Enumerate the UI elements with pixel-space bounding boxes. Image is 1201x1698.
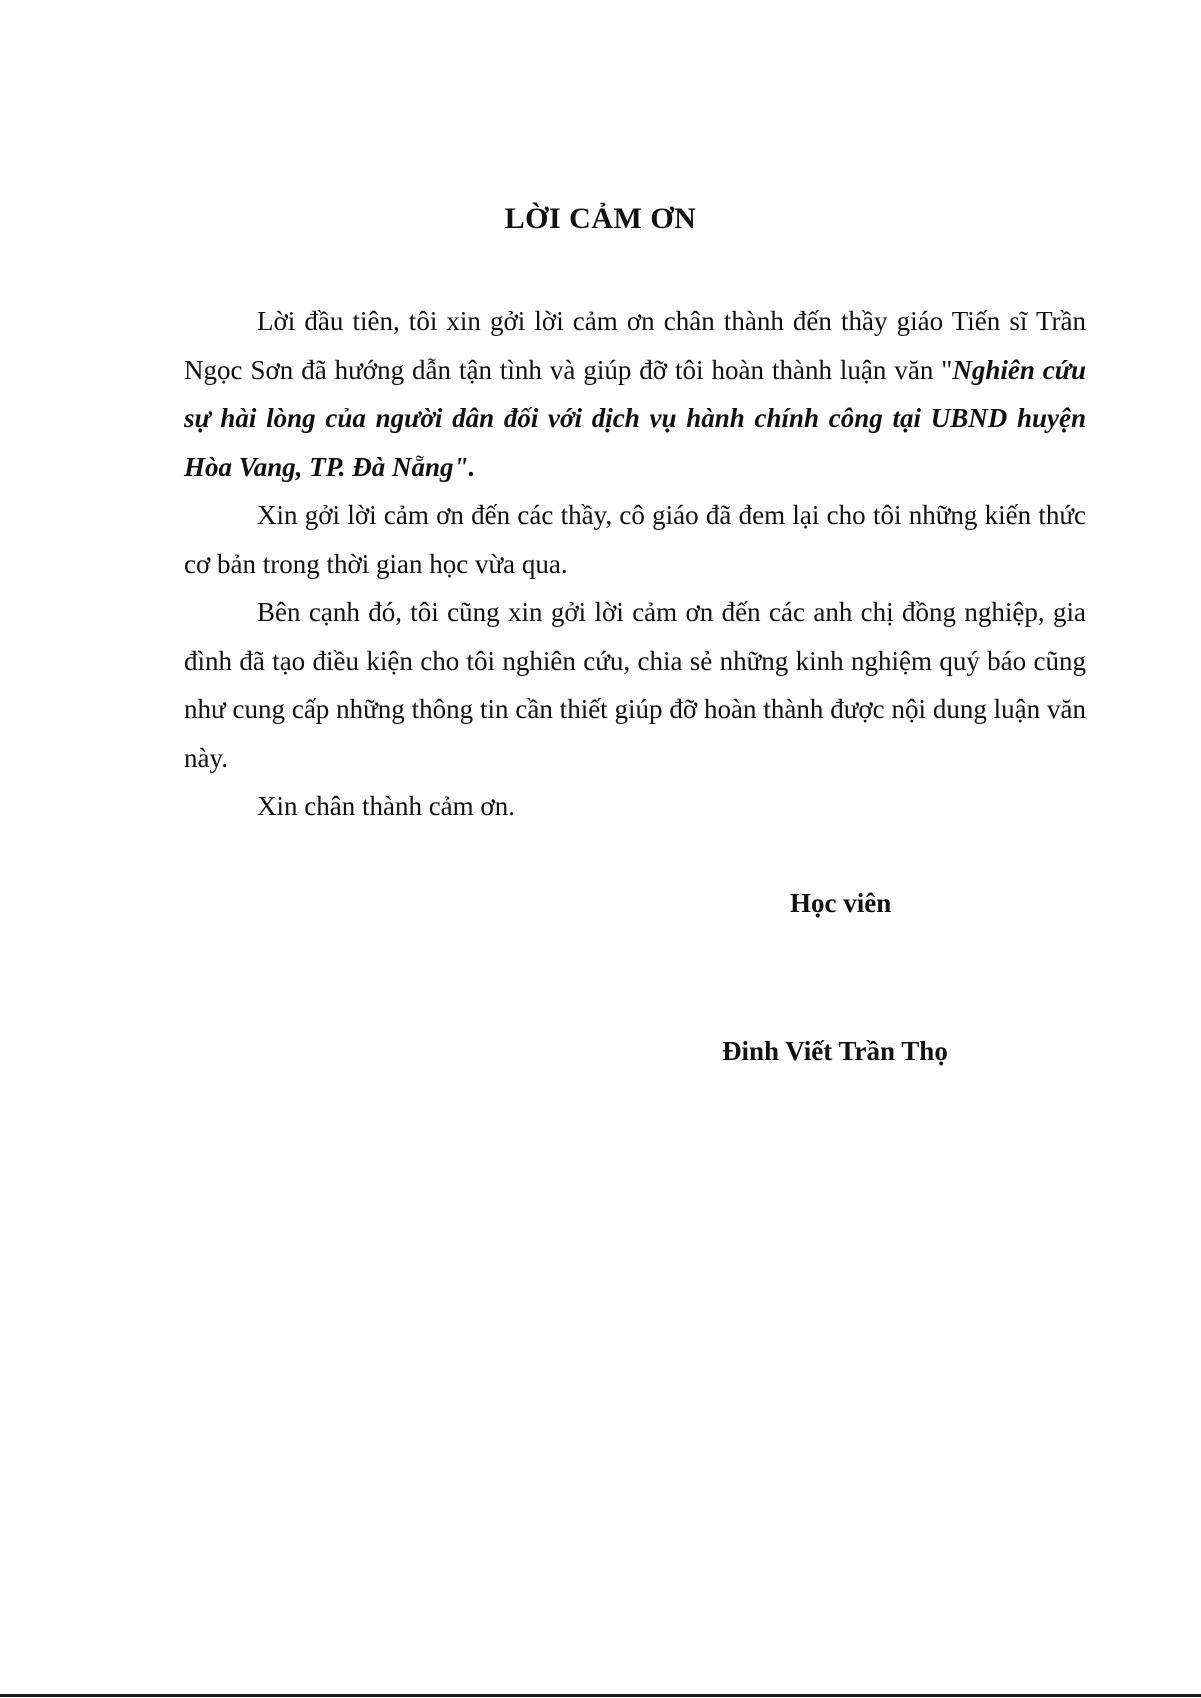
- page-title: LỜI CẢM ƠN: [504, 202, 697, 235]
- paragraph-4: Xin chân thành cảm ơn.: [257, 791, 515, 821]
- bottom-divider: [0, 1694, 1201, 1697]
- paragraph-1-text: Lời đầu tiên, tôi xin gởi lời cảm ơn chân thành đến thầy giáo Tiến sĩ Trần Ngọc Sơn đã hướng dẫn tận tình và giúp đỡ tôi hoàn thành luận văn ": [184, 306, 1086, 385]
- paragraph-1: [184, 297, 1086, 491]
- paragraph-3: Bên cạnh đó, tôi cũng xin gởi lời cảm ơn đến các anh chị đồng nghiệp, gia đình đã tạo điều kiện cho tôi nghiên cứu, chia sẻ những kinh nghiệm quý báo cũng như cung cấp những thông tin cần thiết giúp đỡ hoàn thành được nội dung luận văn này.: [184, 597, 1086, 773]
- signature-name: Đinh Viết Trần Thọ: [722, 1036, 948, 1066]
- document-body: [184, 297, 1086, 831]
- signature-role: Học viên: [790, 888, 892, 918]
- thesis-title: Nghiên cứu sự hài lòng của người dân đối với dịch vụ hành chính công tại UBND huyện Hòa Vang, TP. Đà Nẵng".: [184, 354, 1086, 482]
- paragraph-2: Xin gởi lời cảm ơn đến các thầy, cô giáo đã đem lại cho tôi những kiến thức cơ bản trong thời gian học vừa qua.: [184, 500, 1086, 579]
